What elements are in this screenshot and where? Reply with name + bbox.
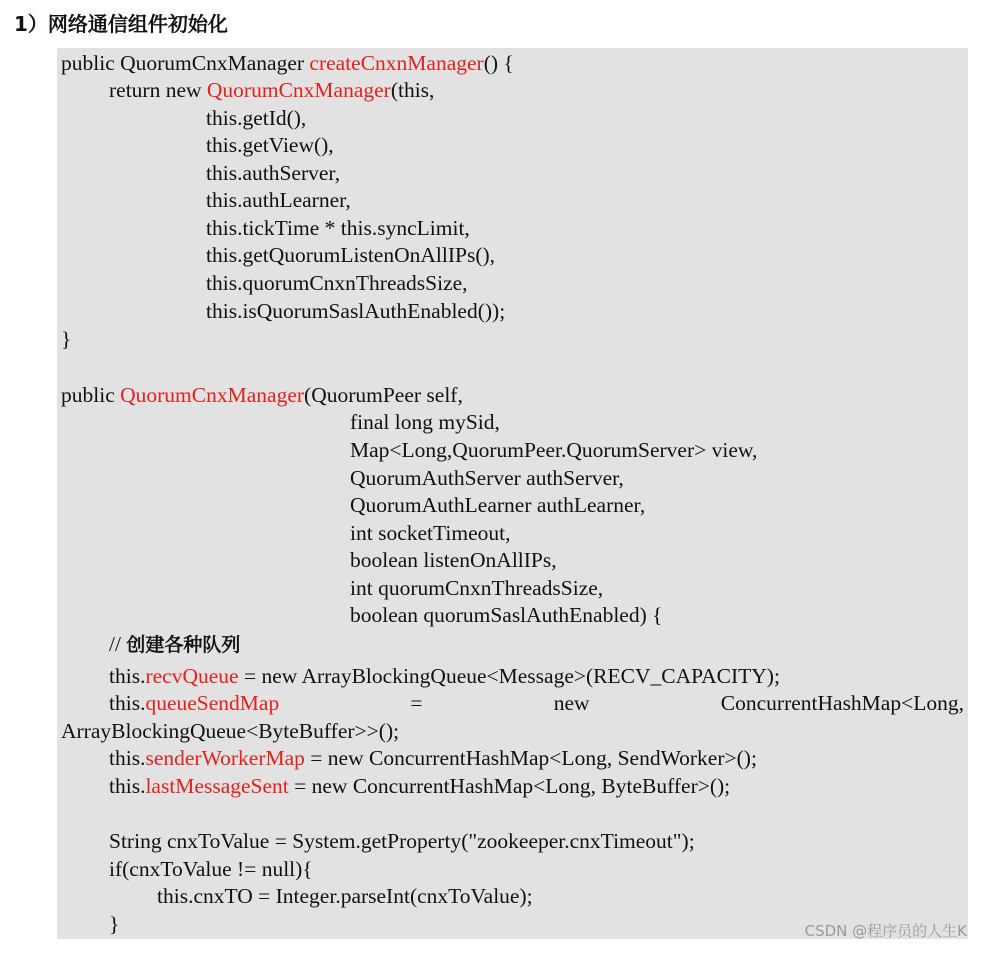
- code-line: final long mySid,: [350, 410, 500, 434]
- code-line: this.getId(),: [206, 106, 307, 130]
- code-line: this.quorumCnxnThreadsSize,: [206, 271, 468, 295]
- code-line: public QuorumCnxManager(QuorumPeer self,: [61, 383, 463, 407]
- code-line: this.tickTime * this.syncLimit,: [206, 216, 470, 240]
- code-block: [57, 48, 968, 939]
- code-line: this.getView(),: [206, 133, 334, 157]
- code-line: int socketTimeout,: [350, 521, 511, 545]
- code-line: this.queueSendMap = new ConcurrentHashMap<Long,: [109, 691, 964, 715]
- method-name: createCnxnManager: [309, 51, 484, 75]
- code-line: int quorumCnxnThreadsSize,: [350, 576, 604, 600]
- code-line: this.isQuorumSaslAuthEnabled());: [206, 299, 506, 323]
- code-line: this.recvQueue = new ArrayBlockingQueue<Message>(RECV_CAPACITY);: [109, 664, 780, 688]
- code-line: ArrayBlockingQueue<ByteBuffer>>();: [61, 719, 400, 743]
- code-line: this.senderWorkerMap = new ConcurrentHashMap<Long, SendWorker>();: [109, 746, 757, 770]
- code-line: }: [61, 327, 72, 351]
- code-line: if(cnxToValue != null){: [109, 857, 313, 881]
- code-line: boolean listenOnAllIPs,: [350, 548, 557, 572]
- code-line: boolean quorumSaslAuthEnabled) {: [350, 603, 663, 627]
- code-line: this.cnxTO = Integer.parseInt(cnxToValue);: [157, 884, 533, 908]
- code-line: QuorumAuthServer authServer,: [350, 466, 624, 490]
- code-line: this.getQuorumListenOnAllIPs(),: [206, 243, 496, 267]
- code-line: String cnxToValue = System.getProperty("zookeeper.cnxTimeout");: [109, 829, 695, 853]
- class-name: QuorumCnxManager: [120, 383, 305, 407]
- field-name: lastMessageSent: [145, 774, 289, 798]
- code-line: this.authServer,: [206, 161, 341, 185]
- code-line: }: [109, 912, 120, 936]
- code-comment: // 创建各种队列: [109, 632, 241, 656]
- code-line: public QuorumCnxManager createCnxnManager() {: [61, 51, 514, 75]
- code-line: this.lastMessageSent = new ConcurrentHashMap<Long, ByteBuffer>();: [109, 774, 731, 798]
- field-name: recvQueue: [145, 664, 239, 688]
- class-name: QuorumCnxManager: [206, 78, 391, 102]
- field-name: senderWorkerMap: [145, 746, 305, 770]
- field-name: queueSendMap: [145, 691, 280, 715]
- code-line: QuorumAuthLearner authLearner,: [350, 493, 646, 517]
- code-line: Map<Long,QuorumPeer.QuorumServer> view,: [350, 438, 758, 462]
- watermark: CSDN @程序员的人生K: [804, 922, 967, 940]
- section-heading: 1）网络通信组件初始化: [14, 12, 228, 36]
- code-line: this.authLearner,: [206, 188, 351, 212]
- code-line: return new QuorumCnxManager(this,: [109, 78, 435, 102]
